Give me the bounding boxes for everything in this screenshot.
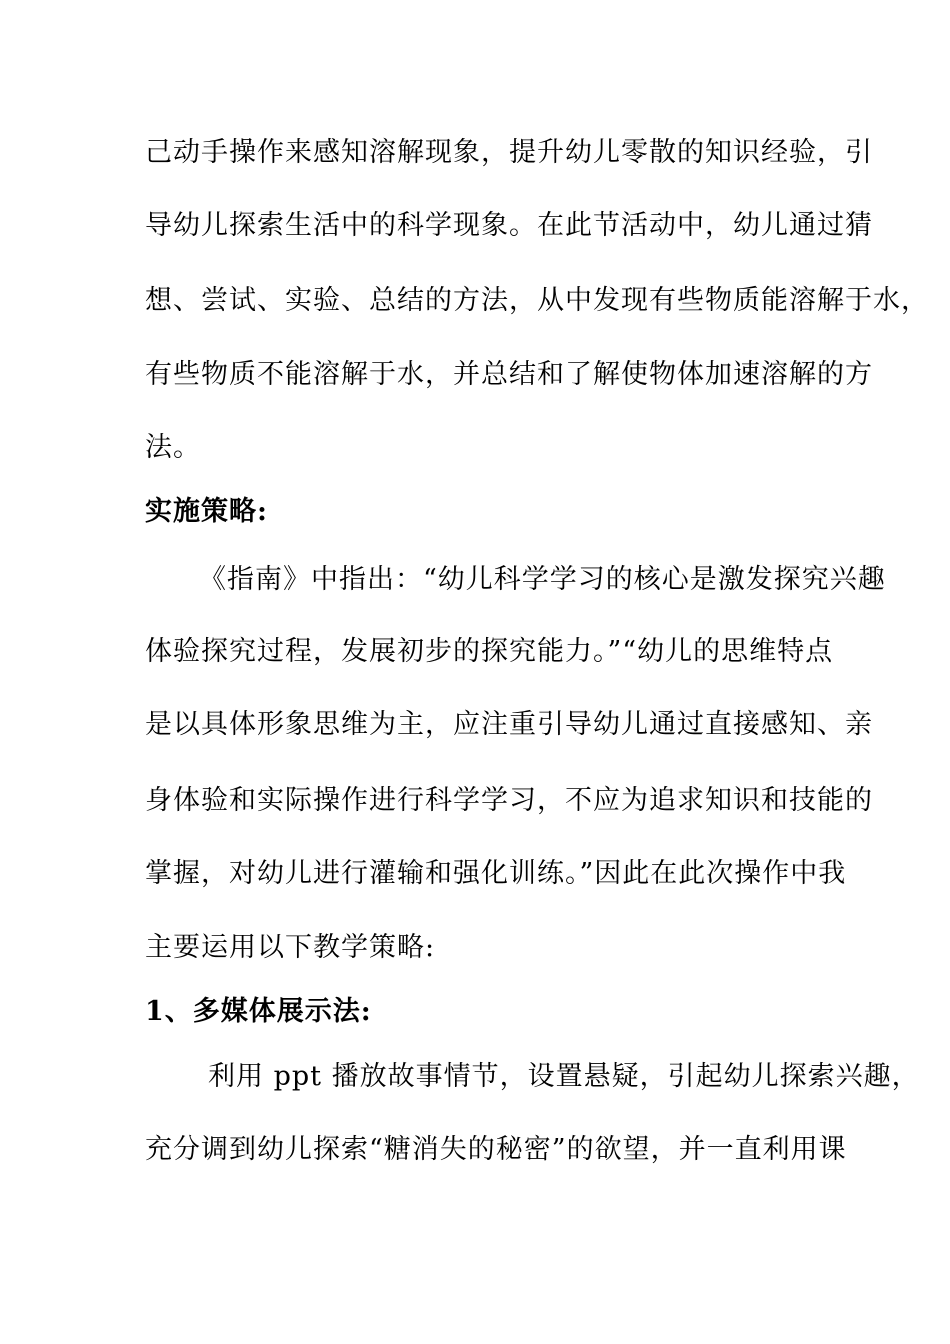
paragraph-line: 想、尝试、实验、总结的方法，从中发现有些物质能溶解于水， <box>145 285 929 316</box>
paragraph-line: 《指南》中指出：“幼儿科学学习的核心是激发探究兴趣 <box>199 564 886 595</box>
subsection-heading: 1、多媒体展示法: <box>145 996 372 1027</box>
paragraph-line: 利用 ppt 播放故事情节，设置悬疑，引起幼儿探索兴趣， <box>208 1061 920 1092</box>
paragraph-line: 掌握，对幼儿进行灌输和强化训练。”因此在此次操作中我 <box>145 858 847 889</box>
paragraph-line: 是以具体形象思维为主，应注重引导幼儿通过直接感知、亲 <box>145 709 873 740</box>
paragraph-line: 体验探究过程，发展初步的探究能力。”“幼儿的思维特点 <box>145 636 834 667</box>
paragraph-line: 法。 <box>145 432 201 463</box>
paragraph-line: 导幼儿探索生活中的科学现象。在此节活动中，幼儿通过猜 <box>145 210 873 241</box>
paragraph-line: 主要运用以下教学策略: <box>145 932 436 963</box>
section-heading: 实施策略: <box>145 496 268 527</box>
paragraph-line: 有些物质不能溶解于水，并总结和了解使物体加速溶解的方 <box>145 359 873 390</box>
paragraph-line: 己动手操作来感知溶解现象，提升幼儿零散的知识经验，引 <box>145 137 873 168</box>
paragraph-line: 身体验和实际操作进行科学学习，不应为追求知识和技能的 <box>145 785 873 816</box>
paragraph-line: 充分调到幼儿探索“糖消失的秘密”的欲望，并一直利用课 <box>145 1134 847 1165</box>
